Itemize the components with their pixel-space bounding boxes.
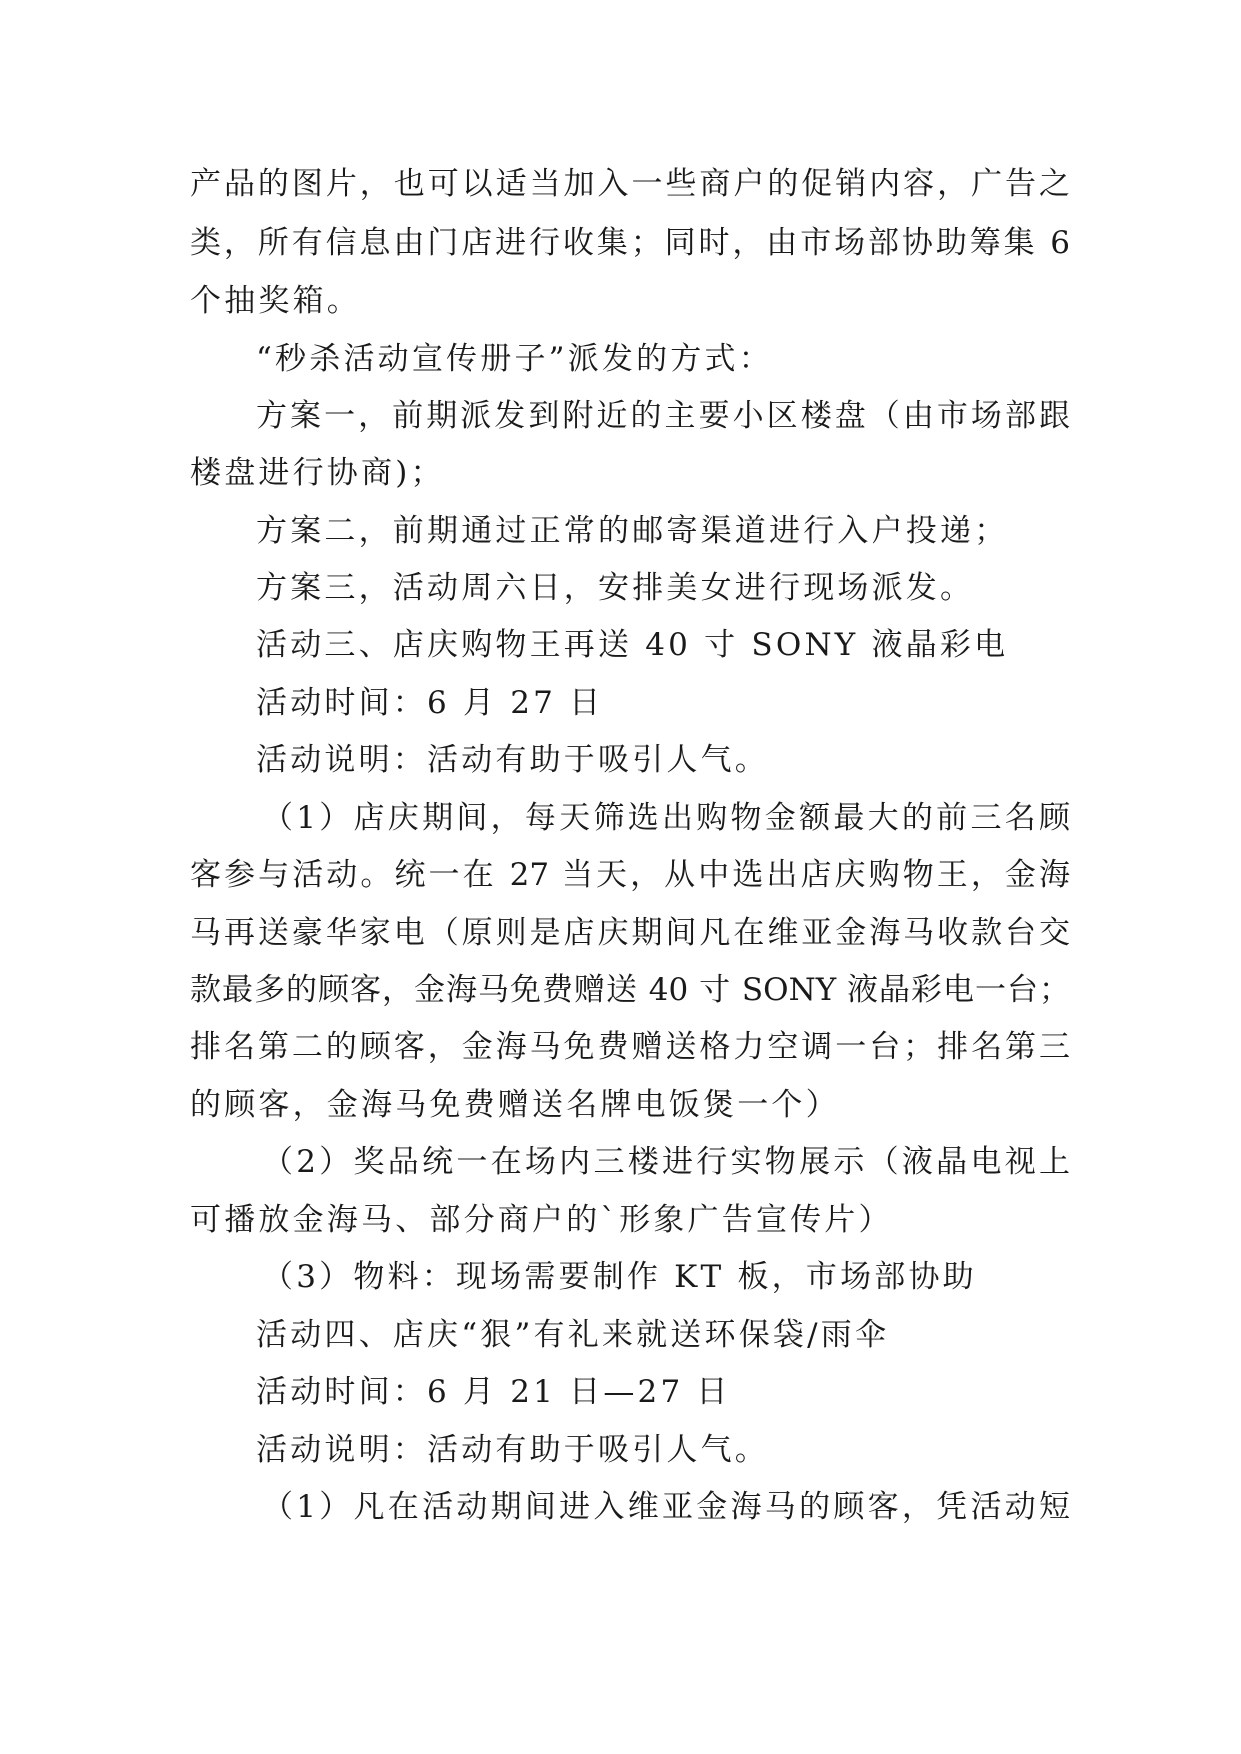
body-text-line: 活动三、店庆购物王再送 40 寸 SONY 液晶彩电 [256,627,1009,663]
body-text-line: 楼盘进行协商)； [190,455,445,491]
body-text-line: 活动说明：活动有助于吸引人气。 [256,1432,769,1468]
body-text-line: （3）物料：现场需要制作 KT 板，市场部协助 [262,1259,977,1295]
body-text-line: （2）奖品统一在场内三楼进行实物展示（液晶电视上 [262,1144,1070,1180]
body-text-line: 方案二，前期通过正常的邮寄渠道进行入户投递； [256,513,1009,549]
body-text-line: 排名第二的顾客，金海马免费赠送格力空调一台；排名第三 [190,1029,1070,1065]
body-text-line: 活动四、店庆“狠”有礼来就送环保袋/雨伞 [256,1317,890,1353]
body-text-line: 活动时间：6 月 21 日—27 日 [256,1374,731,1410]
body-text-line: 产品的图片，也可以适当加入一些商户的促销内容，广告之 [190,166,1070,202]
body-text-line: 个抽奖箱。 [190,283,361,319]
body-text-line: 马再送豪华家电（原则是店庆期间凡在维亚金海马收款台交 [190,915,1070,951]
body-text-line: 活动时间：6 月 27 日 [256,685,604,721]
body-text-line: （1）凡在活动期间进入维亚金海马的顾客，凭活动短 [262,1489,1070,1525]
body-text-line: 方案一，前期派发到附近的主要小区楼盘（由市场部跟 [256,398,1070,434]
body-text-line: 方案三，活动周六日，安排美女进行现场派发。 [256,570,975,606]
body-text-line: 客参与活动。统一在 27 当天，从中选出店庆购物王，金海 [190,857,1070,893]
body-text-line: 类，所有信息由门店进行收集；同时，由市场部协助筹集 6 [190,225,1070,261]
body-text-line: 的顾客，金海马免费赠送名牌电饭煲一个） [190,1087,840,1123]
body-text-line: “秒杀活动宣传册子”派发的方式： [256,341,773,377]
body-text-line: （1）店庆期间，每天筛选出购物金额最大的前三名顾 [262,800,1070,836]
body-text-line: 可播放金海马、部分商户的`形象广告宣传片） [190,1202,893,1238]
body-text-line: 活动说明：活动有助于吸引人气。 [256,742,769,778]
body-text-line: 款最多的顾客，金海马免费赠送 40 寸 SONY 液晶彩电一台； [190,972,1070,1008]
